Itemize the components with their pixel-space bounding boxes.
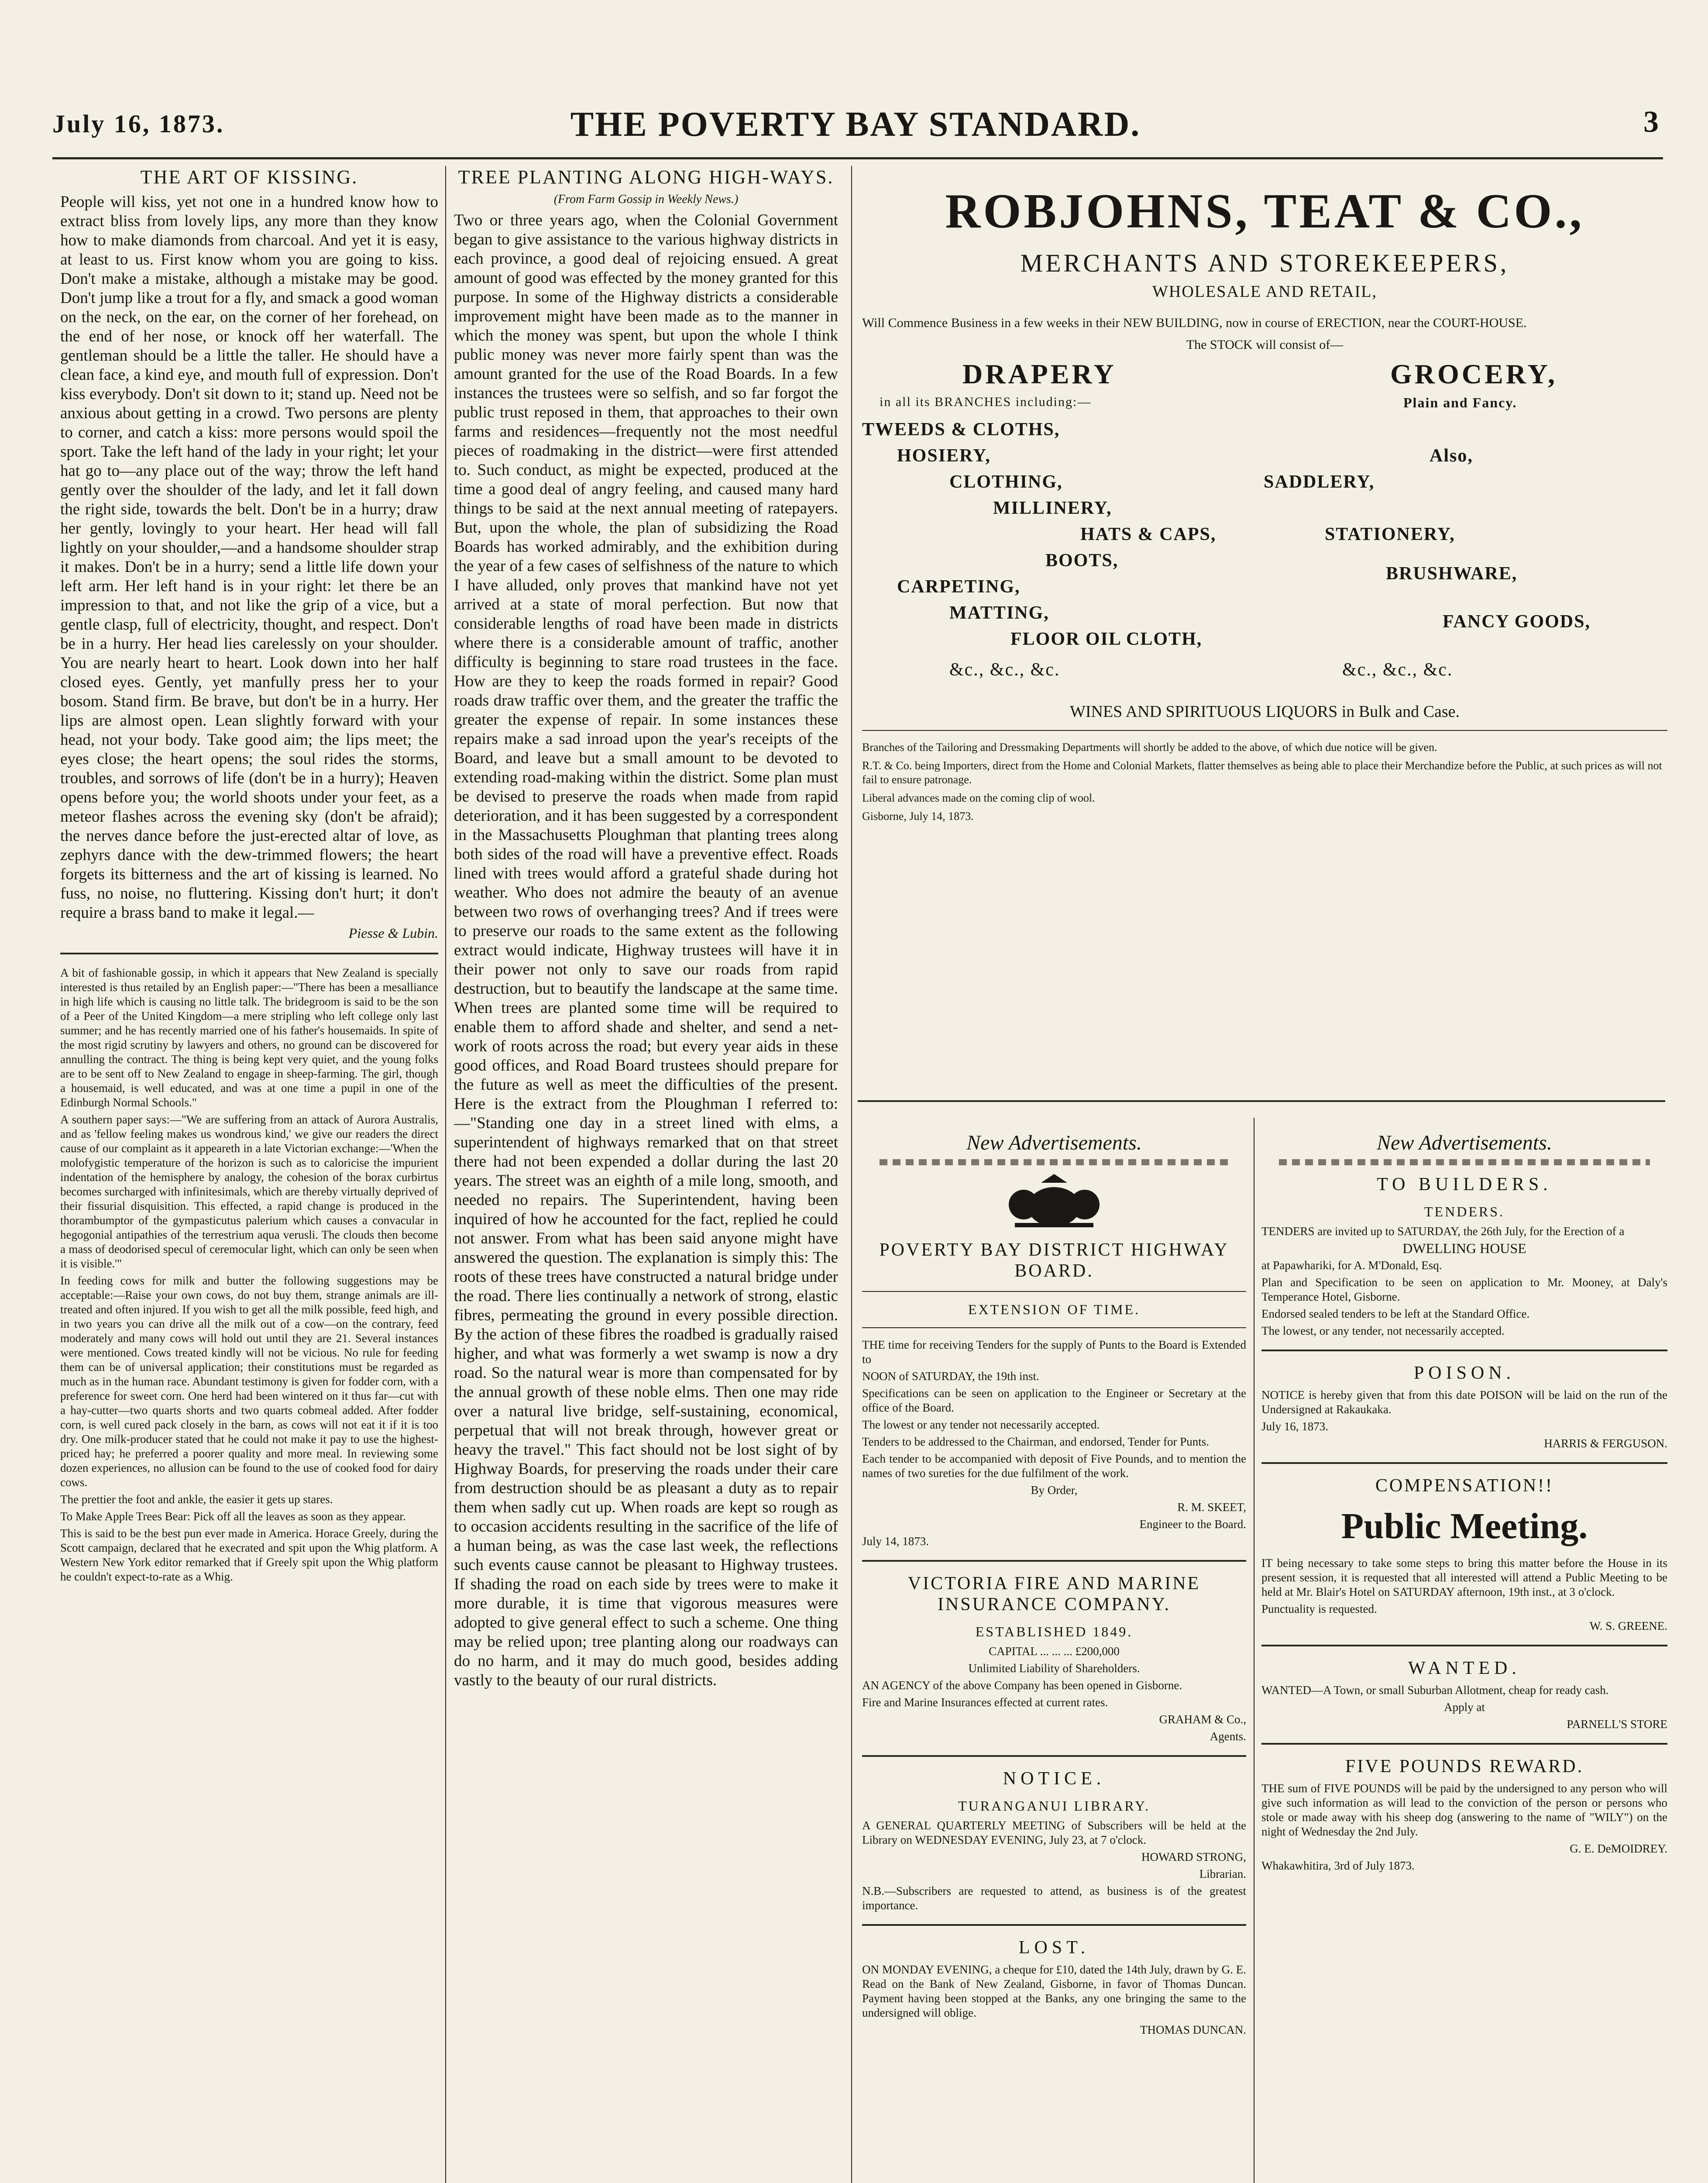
divider	[862, 1755, 1246, 1757]
ad-subtitle: TURANGANUI LIBRARY.	[958, 1798, 1150, 1814]
gossip-paragraph: A southern paper says:—"We are suffering from an attack of Aurora Australis, and as 'fellow feeling makes us wondrous kind,' we give our readers the direct cause of our complaint as it appeareth in a late Victorian exchange:—'When the molofygistic temperature of the horizon is such as to caloricise the impurient indentation of the hemisphere by analogy, the cohesion of the borax curbirtus becomes surcharged with infinitesimals, which are thereby virtually deprived of their fissurial disquisition. This effected, a rapid change is produced in the thorambumptor of the gympasticutus palerium which causes a convacular in hegogonial antipathies of the terrestrium aqua verusli. The clouds then become a mass of deodorised specul of ceremocular light, which can only be seen when it is visible.'"	[60, 1113, 438, 1270]
section-rule	[858, 1100, 1665, 1102]
stock-note: in all its BRANCHES including:—	[880, 395, 1092, 409]
ad-paragraph: DWELLING HOUSE	[1402, 1240, 1526, 1256]
public-meeting-heading: Public Meeting.	[1341, 1506, 1588, 1546]
ad-intro: Will Commence Business in a few weeks in their NEW BUILDING, now in course of ERECTION, near the COURT-HOUSE.	[862, 316, 1527, 330]
ad-title: COMPENSATION!!	[1375, 1476, 1554, 1496]
gossip-paragraph: This is said to be the best pun ever made in America. Horace Greely, during the Scott campaign, declared that he execrated and spit upon the Whig platform. A Western New York editor remarked that if Greely spit upon the Whig platform he couldn't expect-to-rate as a Whig.	[60, 1527, 438, 1583]
column-rule	[445, 166, 446, 2183]
ad-signatory: PARNELL'S STORE	[1567, 1718, 1667, 1731]
gossip-paragraph: The prettier the foot and ankle, the easier it gets up stares.	[60, 1493, 333, 1506]
stock-item: BOOTS,	[1045, 551, 1119, 571]
ad-title: TO BUILDERS.	[1377, 1174, 1552, 1195]
gossip-paragraph: A bit of fashionable gossip, in which it appears that New Zealand is specially interested is thus retailed by an English paper:—"There has been a mesalliance in high life which is causing no little talk. The bridegroom is said to be the son of a Peer of the United Kingdom—a mere stripling who left college only last summer; and he has recently married one of his father's housemaids. In spite of the most rigid scrutiny by lawyers and others, no ground can be discovered for annulling the contract. The thing is being kept very quiet, and the young folks are to be sent off to New Zealand to engage in sheep-farming. The girl, though a housemaid, is well educated, and was at one time a pupil in one of the Edinburgh Normal Schools."	[60, 966, 438, 1109]
article-body: People will kiss, yet not one in a hundred know how to extract bliss from lovely lips, any more than they know how to make diamonds from charcoal. And yet it is easy, at least to us. First know whom you are going to kiss. Don't make a mistake, although a mistake may be good. Don't jump like a trout for a fly, and smack a good woman on the neck, on the ear, on the corner of her forehead, on the end of her nose, or knock off her waterfall. The gentleman should be a little the taller. He should have a clean face, a kind eye, and mouth full of expression. Don't kiss everybody. Don't sit down to it; stand up. Need not be anxious about getting in a crowd. Two persons are plenty to corner, and catch a kiss: more persons would spoil the sport. Take the left hand of the lady in your right; let your hat go to—any place out of the way; throw the left hand gently over the shoulder of the lady, and let it fall down the right side, towards the belt. Don't be in a hurry; draw her gently, lovingly to your heart. Her head will fall lightly on your shoulder,—and a handsome shoulder strap it makes. Don't be in a hurry; send a little life down your left arm. Her left hand is in your right: let there be an impression to that, and not like the grip of a vice, but a gentle clasp, full of electricity, thought, and respect. Don't be in a hurry. Her head lies carelessly on your shoulder. You are nearly heart to heart. Look down into her half closed eyes. Gently, yet manfully press her to your bosom. Stand firm. Be brave, but don't be in a hurry. Her lips are almost open. Lean slightly forward with your head, not your body. Take good aim; the lips meet; the eyes close; the heart opens; the soul rides the storms, troubles, and sorrows of life (don't be in a hurry); Heaven opens before you; the world shoots under your feet, as a meteor flashes across the evening sky (don't be afraid); the nerves dance before the just-erected altar of love, as zephyrs dance with the dew-trimmed flowers; the heart forgets its bitterness and the art of kissing is learned. No fuss, no noise, no fluttering. Kissing don't hurt; it don't require a brass band to make it legal.—	[60, 193, 438, 922]
ad-stock: The STOCK will consist of—	[1186, 337, 1344, 352]
ad-signatory-role: Librarian.	[1199, 1867, 1246, 1880]
stock-item: HOSIERY,	[897, 446, 991, 466]
divider	[1261, 1743, 1667, 1745]
divider	[1261, 1462, 1667, 1464]
ad-signatory-role: Engineer to the Board.	[1139, 1518, 1246, 1531]
ad-paragraph: NOTICE is hereby given that from this date POISON will be laid on the run of the Undersigned at Rakaukaka.	[1261, 1388, 1667, 1416]
ad-paragraph: TENDERS are invited up to SATURDAY, the 26th July, for the Erection of a	[1261, 1225, 1625, 1238]
stock-item: Also,	[1430, 446, 1473, 466]
stock-item: FLOOR OIL CLOTH,	[1010, 629, 1203, 649]
masthead	[52, 105, 1659, 153]
stock-item: HATS & CAPS,	[1080, 524, 1217, 544]
ad-paragraph: Tenders to be addressed to the Chairman, and endorsed, Tender for Punts.	[862, 1435, 1210, 1448]
company-name: ROBJOHNS, TEAT & CO.,	[945, 184, 1584, 238]
stock-heading: GROCERY,	[1390, 358, 1557, 389]
column-rule	[851, 166, 852, 2183]
ad-signatory-role: Agents.	[1210, 1730, 1246, 1743]
ad-paragraph: The lowest or any tender not necessarily accepted.	[862, 1418, 1100, 1431]
stock-item: CARPETING,	[897, 577, 1021, 597]
ad-capital: CAPITAL ... ... ... £200,000	[989, 1645, 1120, 1658]
ad-paragraph: ON MONDAY EVENING, a cheque for £10, dated the 14th July, drawn by G. E. Read on the Bank of New Zealand, Gisborne, in favor of Thomas Duncan. Payment having been stopped at the Banks, any one bringing the same to the undersigned will oblige.	[862, 1963, 1246, 2019]
article-title: THE ART OF KISSING.	[140, 166, 358, 188]
divider	[1261, 1645, 1667, 1646]
ad-date: July 14, 1873.	[862, 1535, 929, 1548]
stock-item: MILLINERY,	[993, 498, 1112, 518]
company-line: MERCHANTS AND STOREKEEPERS,	[1020, 249, 1509, 277]
stock-item: MATTING,	[949, 603, 1049, 623]
stock-item: BRUSHWARE,	[1386, 564, 1518, 584]
divider	[1261, 1350, 1667, 1351]
stock-item: &c., &c., &c.	[1342, 660, 1453, 680]
divider	[862, 1560, 1246, 1562]
section-heading: New Advertisements.	[966, 1131, 1142, 1154]
issue-date: July 16, 1873.	[52, 110, 225, 138]
article-source: (From Farm Gossip in Weekly News.)	[553, 193, 739, 206]
ad-subtitle: ESTABLISHED 1849.	[975, 1624, 1133, 1639]
divider	[862, 730, 1667, 731]
ad-subtitle: TENDERS.	[1424, 1204, 1505, 1219]
ad-paragraph: WANTED—A Town, or small Suburban Allotment, cheap for ready cash.	[1261, 1684, 1609, 1697]
ad-paragraph: at Papawhariki, for A. M'Donald, Esq.	[1261, 1259, 1442, 1272]
ad-paragraph: NOON of SATURDAY, the 19th inst.	[862, 1370, 1039, 1383]
company-line: WHOLESALE AND RETAIL,	[1152, 282, 1377, 301]
ad-paragraph: Punctuality is requested.	[1261, 1602, 1377, 1615]
ad-title: FIVE POUNDS REWARD.	[1345, 1756, 1584, 1777]
stock-item: SADDLERY,	[1264, 472, 1375, 492]
stock-item: TWEEDS & CLOTHS,	[862, 420, 1060, 440]
ad-signatory: HOWARD STRONG,	[1141, 1850, 1246, 1863]
article-signature: Piesse & Lubin.	[348, 925, 438, 941]
stock-item: CLOTHING,	[949, 472, 1063, 492]
ad-place: Whakawhitira, 3rd of July 1873.	[1261, 1859, 1415, 1872]
ad-order: By Order,	[1031, 1484, 1078, 1497]
ad-paragraph: Unlimited Liability of Shareholders.	[968, 1662, 1140, 1675]
crest-icon	[862, 1174, 1246, 1231]
ad-title: POVERTY BAY DISTRICT HIGHWAY BOARD.	[879, 1240, 1229, 1281]
ad-paragraph: Plan and Specification to be seen on application to Mr. Mooney, at Daly's Temperance Hotel, Gisborne.	[1261, 1276, 1667, 1303]
stock-item: STATIONERY,	[1325, 524, 1455, 544]
ad-title: LOST.	[1018, 1938, 1090, 1958]
stock-item: &c., &c., &c.	[949, 660, 1060, 680]
article-body: Two or three years ago, when the Colonial Government began to give assistance to the various highway districts in each province, a good deal of rejoicing ensued. A great amount of good was effected by the money granted for this purpose. In some of the Highway districts a considerable improvement might have been made as to the manner in which the money was spent, but upon the whole I think public money was never more fairly spent than was the amount granted for the use of the Road Boards. In a few instances the trustees were so selfish, and so far forgot the public trust reposed in them, that approaches to their own farms and residences—frequently not the most needful pieces of roadmaking in the district—were first attended to. Such conduct, as might be expected, produced at the time a good deal of angry feeling, and caused many hard things to be said at the next annual meeting of ratepayers. But, upon the whole, the plan of subsidizing the Road Boards has worked admirably, and the exhibition during the year of a few cases of selfishness of the nature to which I have alluded, only proves that mankind have not yet arrived at a state of moral perfection. But now that considerable lengths of road have been made in districts where there is a considerable amount of traffic, another difficulty is beginning to stare road trustees in the face. How are they to keep the roads formed in repair? Good roads draw traffic over them, and the greater the traffic the greater the expense of repair. In some instances these repairs make a sad inroad upon the year's receipts of the Board, and leave but a small amount to be devoted to extending road-making within the district. Some plan must be devised to preserve the roads when made from rapid deterioration, and it has been suggested by a correspondent in the Massachusetts Ploughman that planting trees along both sides of the road will have a preventive effect. Roads lined with trees would afford a grateful shade during hot weather. Who does not admire the beauty of an avenue between two rows of overhanging trees? And if trees were to preserve our roads to the same extent as the following extract would indicate, Highway trustees will have it in their power not only to save our roads from rapid destruction, but to beautify the landscape at the same time. When trees are planted some time will be required to enable them to afford shade and shelter, and send a net-work of roots across the road; but every year aids in these good offices, and Road Board trustees should prepare for the future as well as meet the difficulties of the present. Here is the extract from the Ploughman I referred to:—"Standing one day in a street lined with elms, a superintendent of highways remarked that on that street there had not been expended a dollar during the last 20 years. The street was an eighth of a mile long, smooth, and needed no repairs. The Superintendent, having been inquired of how he accounted for the fact, replied he could not answer. From what has been said anyone might have answered the question. The explanation is simply this: The roots of these trees have constructed a natural bridge under the road. There lies continually a network of strong, elastic fibres, permeating the ground in every possible direction. By the action of these fibres the roadbed is gradually raised higher, and what was formerly a wet swamp is now a dry road. So the natural wear is more than compensated for by the annual growth of these noble elms. Then one may ride over a natural live bridge, self-sustaining, economical, perpetual that will not break through, however great or heavy the travel." This fact should not be lost sight of by Highway Boards, for preserving the roads under their care from destruction should be as pleasant a duty as to repair them when sadly cut up. When roads are kept so rough as to occasion accidents resulting in the sacrifice of the life of a human being, as was the case last week, the reflections such events cause cannot be pleasant to Highway trustees. If shading the road on each side by trees were to make it more durable, it is time that vigorous measures were adopted to give general effect to such a scheme. One thing may be relied upon; tree planting along our roadways can do no harm, and it may do much good, besides adding vastly to the beauty of our rural districts.	[454, 211, 838, 1689]
ad-paragraph: Fire and Marine Insurances effected at current rates.	[862, 1696, 1108, 1709]
newspaper-title: THE POVERTY BAY STANDARD.	[570, 105, 1141, 144]
column-new-ads-left	[862, 1131, 1246, 2183]
ad-title: WANTED.	[1408, 1658, 1521, 1678]
ad-paragraph: Apply at	[1444, 1701, 1485, 1714]
ad-date: July 16, 1873.	[1261, 1420, 1329, 1433]
ad-signatory: W. S. GREENE.	[1589, 1619, 1667, 1632]
column-new-ads-right	[1261, 1131, 1667, 2183]
wavy-rule	[1279, 1159, 1650, 1165]
ad-signatory: GRAHAM & Co.,	[1159, 1713, 1246, 1726]
page-number: 3	[1643, 105, 1659, 139]
column-kissing	[60, 166, 438, 2183]
stock-list	[862, 358, 1667, 690]
gossip-paragraph: To Make Apple Trees Bear: Pick off all the leaves as soon as they appear.	[60, 1510, 406, 1523]
ad-signatory: R. M. SKEET,	[1177, 1501, 1246, 1514]
ad-paragraph: THE time for receiving Tenders for the supply of Punts to the Board is Extended to	[862, 1338, 1246, 1366]
ad-paragraph: THE sum of FIVE POUNDS will be paid by the undersigned to any person who will give such information as will lead to the conviction of the person or persons who stole or made away with his sheep dog (answering to the name of "WILY") on the night of Wednesday the 2nd July.	[1261, 1782, 1667, 1838]
stock-note: Plain and Fancy.	[1403, 395, 1517, 410]
ad-title: POISON.	[1413, 1363, 1516, 1383]
stock-heading: DRAPERY	[962, 358, 1117, 389]
divider	[862, 1924, 1246, 1926]
ad-signatory: THOMAS DUNCAN.	[1140, 2023, 1246, 2036]
ad-wines: WINES AND SPIRITUOUS LIQUORS in Bulk and Case.	[1070, 702, 1460, 721]
ad-title: NOTICE.	[1003, 1769, 1106, 1789]
robjohns-advertisement	[862, 166, 1667, 1083]
ad-signatory: G. E. DeMOIDREY.	[1570, 1842, 1667, 1855]
divider	[60, 953, 438, 954]
ad-paragraph: IT being necessary to take some steps to bring this matter before the House in its present session, it is requested that all interested will attend a Public Meeting to be held at Mr. Blair's Hotel on SATURDAY afternoon, 19th inst., at 3 o'clock.	[1261, 1556, 1667, 1598]
ad-paragraph: Endorsed sealed tenders to be left at the Standard Office.	[1261, 1307, 1530, 1320]
section-heading: New Advertisements.	[1377, 1131, 1552, 1154]
divider	[862, 1291, 1246, 1292]
wavy-rule	[880, 1159, 1229, 1165]
header-rule	[52, 157, 1663, 159]
ad-paragraph: The lowest, or any tender, not necessarily accepted.	[1261, 1324, 1505, 1337]
ad-paragraph: AN AGENCY of the above Company has been opened in Gisborne.	[862, 1679, 1182, 1692]
ad-branches: Branches of the Tailoring and Dressmaking Departments will shortly be added to the above, of which due notice will be given.	[862, 741, 1437, 754]
ad-title: VICTORIA FIRE AND MARINE INSURANCE COMPANY.	[907, 1574, 1201, 1615]
ad-liberal: Liberal advances made on the coming clip of wool.	[862, 792, 1095, 804]
column-tree-planting	[454, 166, 838, 2183]
ad-place: Gisborne, July 14, 1873.	[862, 810, 974, 823]
ad-importers: R.T. & Co. being Importers, direct from the Home and Colonial Markets, flatter themselves as being able to place their Merchandize before the Public, at such prices as will not fail to ensure patronage.	[862, 759, 1662, 786]
ad-signatory: HARRIS & FERGUSON.	[1544, 1437, 1667, 1450]
ad-paragraph: Each tender to be accompanied with deposit of Five Pounds, and to mention the names of two sureties for the due fulfilment of the work.	[862, 1452, 1246, 1480]
article-title: TREE PLANTING ALONG HIGH-WAYS.	[458, 166, 834, 188]
stock-item: FANCY GOODS,	[1443, 612, 1591, 632]
ad-paragraph: N.B.—Subscribers are requested to attend, as business is of the greatest importance.	[862, 1884, 1246, 1912]
gossip-paragraph: In feeding cows for milk and butter the following suggestions may be acceptable:—Raise your own cows, do not buy them, strange animals are ill-treated and often injured. If you wish to get all the milk possible, feed high, and in two years you can drive all the milk out of a cow—on the contrary, feed moderately and many cows will hold out until they are 21. Several instances were mentioned. Cows treated kindly will not be vicious. No rule for feeding them can be of universal application; their constitutions must be regarded as much as in the human race. Abundant testimony is given for fodder corn, with a preference for sweet corn. One herd had been wintered on it thus far—cut with a hay-cutter—two quarts shorts and two quarts cobmeal added. After fodder corn, is well cured pack closely in the barn, as cows will not eat it if it is too dry. One milk-producer stated that he could not make it pay to use the highest-priced hay; he preferred a poorer quality and more meal. In reviewing some dozen experiences, no allusion can be found to the use of cooked food for dairy cows.	[60, 1274, 438, 1489]
ad-paragraph: A GENERAL QUARTERLY MEETING of Subscribers will be held at the Library on WEDNESDAY EVENING, July 23, at 7 o'clock.	[862, 1819, 1246, 1846]
ad-paragraph: Specifications can be seen on application to the Engineer or Secretary at the office of the Board.	[862, 1387, 1246, 1414]
divider	[862, 1327, 1246, 1328]
ad-subtitle: EXTENSION OF TIME.	[968, 1302, 1141, 1317]
